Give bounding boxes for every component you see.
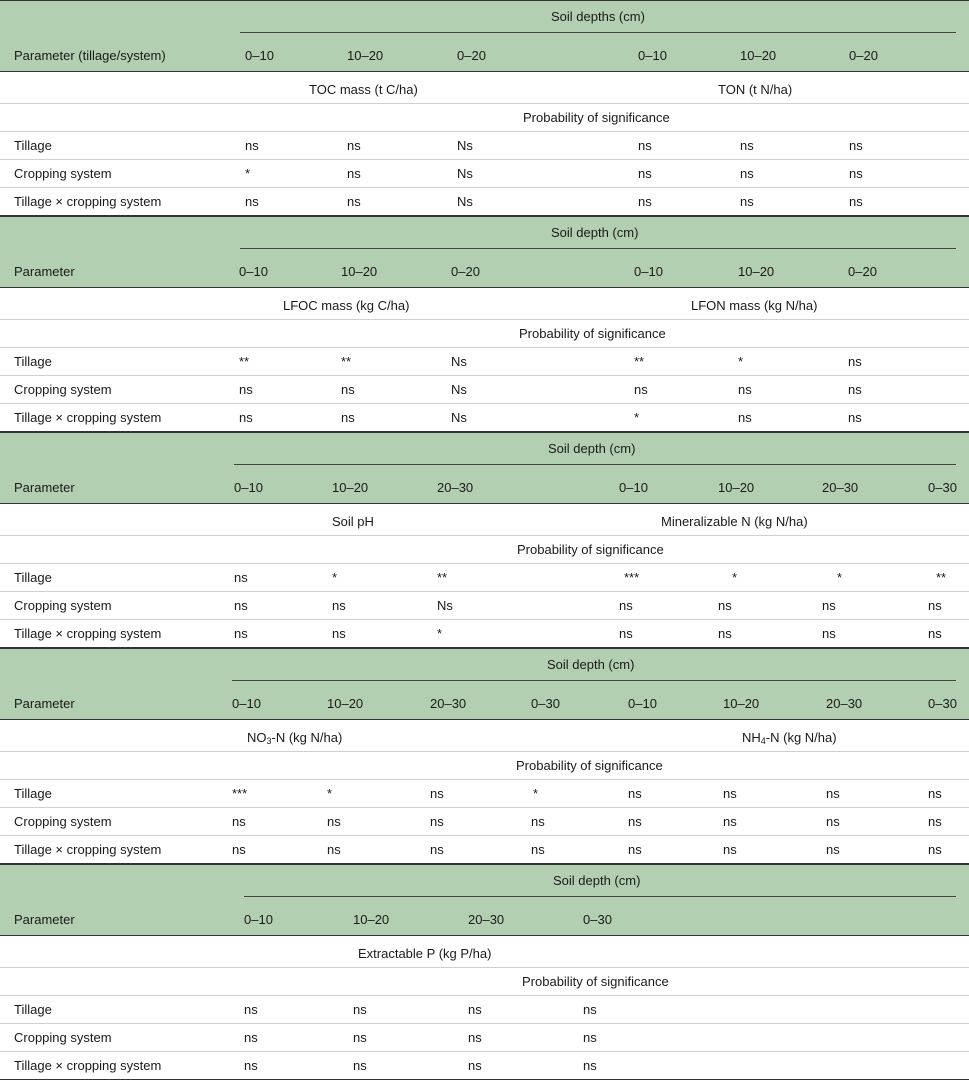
table-cell: ns — [928, 598, 942, 613]
row-label: Tillage × cropping system — [14, 626, 162, 641]
table-cell: ns — [347, 194, 361, 209]
depth-column: 10–20 — [723, 696, 760, 711]
table-cell: ns — [822, 598, 836, 613]
row-label: Tillage — [14, 786, 52, 801]
measure-label: LFOC mass (kg C/ha) — [283, 298, 410, 313]
measure-label: Mineralizable N (kg N/ha) — [661, 514, 808, 529]
probability-label: Probability of significance — [519, 326, 666, 341]
parameter-label: Parameter (tillage/system) — [14, 48, 166, 63]
probability-row — [0, 320, 969, 348]
table-cell: * — [245, 166, 251, 181]
table-row — [0, 404, 969, 432]
depth-title: Soil depths (cm) — [551, 9, 645, 24]
table-cell: ns — [848, 354, 862, 369]
table-row — [0, 188, 969, 216]
table-cell: ns — [353, 1030, 367, 1045]
table-row — [0, 808, 969, 836]
table-row — [0, 620, 969, 648]
depth-column: 0–10 — [239, 264, 268, 279]
table-cell: * — [332, 570, 338, 585]
depth-column: 0–10 — [244, 912, 273, 927]
table-cell: ns — [928, 814, 942, 829]
table-section-ph-mineralizable-n — [0, 432, 969, 648]
parameter-label: Parameter — [14, 912, 75, 927]
table-cell: ns — [848, 382, 862, 397]
table-cell: ns — [234, 598, 248, 613]
row-label: Tillage — [14, 138, 52, 153]
table-cell: ns — [740, 194, 754, 209]
table-cell: ns — [628, 814, 642, 829]
probability-row — [0, 104, 969, 132]
measure-label: $NO_3-N$ (kg N/ha) — [247, 730, 343, 746]
probability-label: Probability of significance — [522, 974, 669, 989]
header-rule — [244, 896, 956, 897]
probability-row — [0, 536, 969, 564]
row-label: Cropping system — [14, 814, 112, 829]
table-cell: ns — [928, 842, 942, 857]
section-header — [0, 648, 969, 720]
parameter-label: Parameter — [14, 480, 75, 495]
measure-label: Soil pH — [332, 514, 374, 529]
row-label: Tillage × cropping system — [14, 1058, 162, 1073]
table-cell: ns — [638, 138, 652, 153]
depth-column: 10–20 — [353, 912, 390, 927]
table-cell: ns — [353, 1058, 367, 1073]
table-cell: * — [437, 626, 443, 641]
depth-column: 0–30 — [531, 696, 560, 711]
header-rule — [232, 680, 956, 681]
table-cell: ns — [849, 166, 863, 181]
depth-column: 10–20 — [738, 264, 775, 279]
table-row — [0, 996, 969, 1024]
depth-column: 20–30 — [822, 480, 859, 495]
header-rule — [240, 32, 956, 33]
table-cell: ns — [327, 814, 341, 829]
row-label: Cropping system — [14, 382, 112, 397]
table-row — [0, 376, 969, 404]
depth-column: 0–20 — [849, 48, 878, 63]
measure-row — [0, 504, 969, 536]
table-cell: ns — [232, 842, 246, 857]
table-cell: ns — [531, 814, 545, 829]
parameter-label: Parameter — [14, 696, 75, 711]
table-cell: *** — [232, 786, 248, 801]
depth-column: 0–30 — [583, 912, 612, 927]
measure-label: TOC mass (t C/ha) — [309, 82, 418, 97]
table-cell: ns — [239, 410, 253, 425]
depth-title: Soil depth (cm) — [547, 657, 635, 672]
table-cell: ns — [244, 1002, 258, 1017]
probability-label: Probability of significance — [523, 110, 670, 125]
probability-label: Probability of significance — [517, 542, 664, 557]
table-cell: * — [732, 570, 738, 585]
table-cell: ns — [718, 626, 732, 641]
depth-column: 0–10 — [234, 480, 263, 495]
probability-row — [0, 752, 969, 780]
row-label: Tillage — [14, 1002, 52, 1017]
table-cell: ns — [430, 842, 444, 857]
table-row — [0, 564, 969, 592]
depth-column: 10–20 — [327, 696, 364, 711]
measure-label: Extractable P (kg P/ha) — [358, 946, 492, 961]
row-label: Tillage × cropping system — [14, 194, 162, 209]
table-cell: ns — [341, 410, 355, 425]
table-cell: ns — [244, 1058, 258, 1073]
table-cell: ns — [723, 842, 737, 857]
table-cell: ns — [583, 1002, 597, 1017]
table-cell: ns — [332, 598, 346, 613]
depth-column: 20–30 — [430, 696, 467, 711]
measure-label: LFON mass (kg N/ha) — [691, 298, 818, 313]
table-section-extractable-p — [0, 864, 969, 1080]
table-cell: ns — [353, 1002, 367, 1017]
depth-column: 0–10 — [245, 48, 274, 63]
table-cell: ns — [718, 598, 732, 613]
table-cell: ns — [826, 786, 840, 801]
table-row — [0, 160, 969, 188]
table-section-lfoc-lfon — [0, 216, 969, 432]
table-cell: Ns — [451, 410, 467, 425]
table-cell: ns — [234, 570, 248, 585]
row-label: Tillage — [14, 354, 52, 369]
table-cell: ns — [738, 382, 752, 397]
table-cell: ns — [928, 786, 942, 801]
section-header — [0, 0, 969, 72]
depth-column: 0–10 — [232, 696, 261, 711]
row-label: Tillage × cropping system — [14, 842, 162, 857]
table-row — [0, 592, 969, 620]
depth-column: 0–20 — [457, 48, 486, 63]
measure-row — [0, 936, 969, 968]
table-cell: ns — [723, 786, 737, 801]
table-cell: ns — [634, 382, 648, 397]
measure-row — [0, 720, 969, 752]
table-cell: ns — [430, 786, 444, 801]
table-row — [0, 780, 969, 808]
table-cell: ns — [638, 166, 652, 181]
table-cell: ns — [468, 1030, 482, 1045]
measure-label: $NH_4-N$ (kg N/ha) — [742, 730, 837, 746]
table-row — [0, 132, 969, 160]
table-cell: Ns — [457, 166, 473, 181]
header-rule — [240, 248, 956, 249]
table-cell: ns — [341, 382, 355, 397]
table-row — [0, 348, 969, 376]
table-cell: ns — [849, 194, 863, 209]
depth-column: 0–10 — [634, 264, 663, 279]
table-row — [0, 1052, 969, 1080]
depth-column: 0–10 — [619, 480, 648, 495]
table-cell: Ns — [437, 598, 453, 613]
table-cell: ns — [619, 598, 633, 613]
depth-column: 20–30 — [826, 696, 863, 711]
depth-column: 10–20 — [740, 48, 777, 63]
table-cell: ns — [234, 626, 248, 641]
table-cell: ns — [430, 814, 444, 829]
table-cell: Ns — [457, 194, 473, 209]
depth-column: 10–20 — [718, 480, 755, 495]
table-cell: ns — [822, 626, 836, 641]
table-cell: ns — [468, 1058, 482, 1073]
table-cell: ns — [245, 138, 259, 153]
depth-column: 10–20 — [347, 48, 384, 63]
table-cell: ns — [848, 410, 862, 425]
table-cell: * — [837, 570, 843, 585]
table-cell: ** — [437, 570, 448, 585]
table-cell: ns — [723, 814, 737, 829]
depth-column: 0–10 — [628, 696, 657, 711]
table-cell: ns — [347, 166, 361, 181]
table-cell: Ns — [457, 138, 473, 153]
depth-column: 0–10 — [638, 48, 667, 63]
row-label: Tillage × cropping system — [14, 410, 162, 425]
table-cell: ns — [628, 842, 642, 857]
table-cell: ns — [245, 194, 259, 209]
table-cell: ns — [849, 138, 863, 153]
section-header — [0, 864, 969, 936]
table-cell: ns — [531, 842, 545, 857]
table-cell: * — [327, 786, 333, 801]
parameter-label: Parameter — [14, 264, 75, 279]
depth-column: 0–30 — [928, 696, 957, 711]
table-cell: ns — [239, 382, 253, 397]
table-cell: ns — [826, 814, 840, 829]
table-cell: ns — [619, 626, 633, 641]
table-cell: *** — [624, 570, 640, 585]
depth-column: 0–20 — [451, 264, 480, 279]
table-cell: Ns — [451, 382, 467, 397]
table-cell: ns — [628, 786, 642, 801]
table-cell: ns — [826, 842, 840, 857]
table-cell: ** — [239, 354, 250, 369]
table-row — [0, 1024, 969, 1052]
table-cell: ns — [468, 1002, 482, 1017]
table-row — [0, 836, 969, 864]
row-label: Cropping system — [14, 598, 112, 613]
measure-row — [0, 288, 969, 320]
table-cell: ns — [583, 1058, 597, 1073]
depth-column: 0–20 — [848, 264, 877, 279]
section-header — [0, 216, 969, 288]
table-cell: ns — [244, 1030, 258, 1045]
table-section-no3-nh4 — [0, 648, 969, 864]
table-cell: ns — [738, 410, 752, 425]
depth-column: 10–20 — [341, 264, 378, 279]
table-cell: ns — [583, 1030, 597, 1045]
table-cell: ns — [740, 166, 754, 181]
probability-label: Probability of significance — [516, 758, 663, 773]
probability-row — [0, 968, 969, 996]
depth-title: Soil depth (cm) — [551, 225, 639, 240]
measure-row — [0, 72, 969, 104]
section-header — [0, 432, 969, 504]
depth-column: 20–30 — [437, 480, 474, 495]
table-cell: ns — [928, 626, 942, 641]
table-cell: ns — [638, 194, 652, 209]
table-cell: ns — [332, 626, 346, 641]
table-cell: * — [533, 786, 539, 801]
measure-label: TON (t N/ha) — [718, 82, 793, 97]
table-cell: ** — [341, 354, 352, 369]
row-label: Cropping system — [14, 1030, 112, 1045]
table-cell: ** — [936, 570, 947, 585]
depth-title: Soil depth (cm) — [548, 441, 636, 456]
table-cell: ns — [232, 814, 246, 829]
depth-title: Soil depth (cm) — [553, 873, 641, 888]
table-cell: * — [738, 354, 744, 369]
table-section-toc-ton — [0, 0, 969, 216]
table-cell: Ns — [451, 354, 467, 369]
depth-column: 20–30 — [468, 912, 505, 927]
table-cell: * — [634, 410, 640, 425]
row-label: Cropping system — [14, 166, 112, 181]
table-cell: ** — [634, 354, 645, 369]
table-cell: ns — [327, 842, 341, 857]
depth-column: 10–20 — [332, 480, 369, 495]
row-label: Tillage — [14, 570, 52, 585]
header-rule — [234, 464, 956, 465]
table-cell: ns — [347, 138, 361, 153]
table-cell: ns — [740, 138, 754, 153]
depth-column: 0–30 — [928, 480, 957, 495]
